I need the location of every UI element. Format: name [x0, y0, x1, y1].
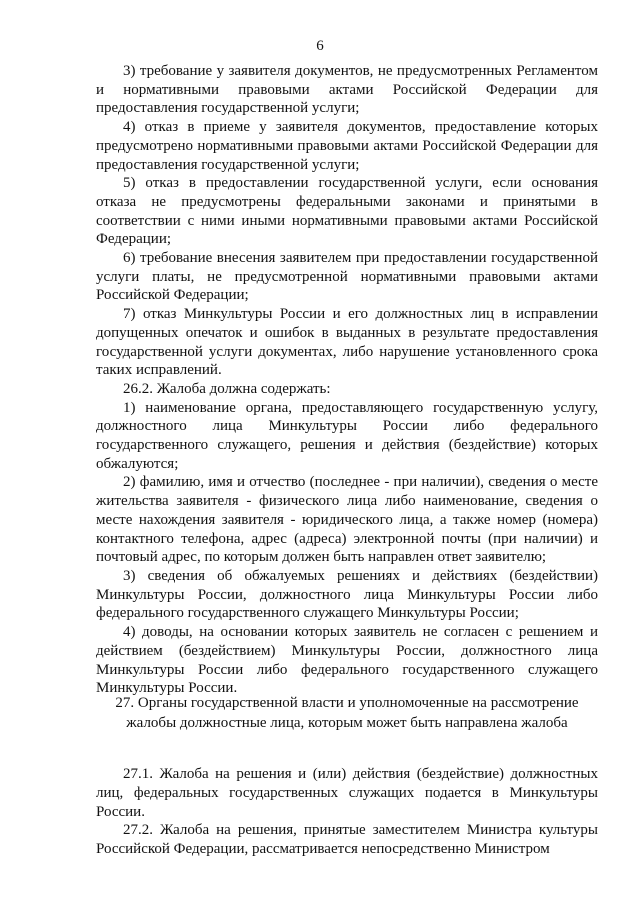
paragraph: 2) фамилию, имя и отчество (последнее - при наличии), сведения о месте жительства заявителя - физического лица либо наименование, сведения о месте нахождения заявителя - юридического лица, а также номер (номера) контактного телефона, адрес (адреса) электронной почты (при наличии) и почтовый адрес, по которым должен быть направлен ответ заявителю;: [96, 474, 598, 566]
paragraph: 3) требование у заявителя документов, не предусмотренных Регламентом и нормативными правовыми актами Российской Федерации для предоставления государственной услуги;: [96, 63, 598, 117]
paragraph: 27.2. Жалоба на решения, принятые заместителем Министра культуры Российской Федерации, рассматривается непосредственно Министром: [96, 822, 598, 858]
section-27-body: [96, 765, 598, 859]
paragraph: 4) доводы, на основании которых заявитель не согласен с решением и действием (бездействием) Минкультуры России, должностного лица Минкультуры России либо федерального государственного служащего Минкультуры России.: [96, 624, 598, 697]
paragraph: 26.2. Жалоба должна содержать:: [123, 380, 331, 397]
paragraph: 3) сведения об обжалуемых решениях и действиях (бездействии) Минкультуры России, должностного лица Минкультуры России либо федерального государственного служащего Минкультуры России;: [96, 567, 598, 622]
paragraph: 1) наименование органа, предоставляющего государственную услугу, должностного лица Минкультуры России либо федерального государственного служащего, решения и действия (бездействие) которых обжалуются;: [96, 399, 598, 472]
document-body: [96, 62, 598, 698]
paragraph: 6) требование внесения заявителем при предоставлении государственной услуги платы, не предусмотренной нормативными правовыми актами Российской Федерации;: [96, 250, 598, 304]
paragraph: 5) отказ в предоставлении государственной услуги, если основания отказа не предусмотрены федеральными законами и принятыми в соответствии с ними иными нормативными правовыми актами Российской Федерации;: [96, 175, 598, 248]
paragraph: 7) отказ Минкультуры России и его должностных лиц в исправлении допущенных опечаток и ошибок в выданных в результате предоставления государственной услуги документах, либо нарушение установленного срока таких исправлений.: [96, 306, 598, 379]
paragraph: 27.1. Жалоба на решения и (или) действия (бездействие) должностных лиц, федеральных государственных служащих подается в Минкультуры России.: [96, 766, 598, 820]
section-heading: 27. Органы государственной власти и уполномоченные на рассмотрение жалобы должностные лица, которым может быть направлена жалоба: [115, 695, 579, 731]
paragraph: 4) отказ в приеме у заявителя документов, предоставление которых предусмотрено нормативными правовыми актами Российской Федерации для предоставления государственной услуги;: [96, 119, 598, 173]
page-number: 6: [316, 38, 324, 54]
